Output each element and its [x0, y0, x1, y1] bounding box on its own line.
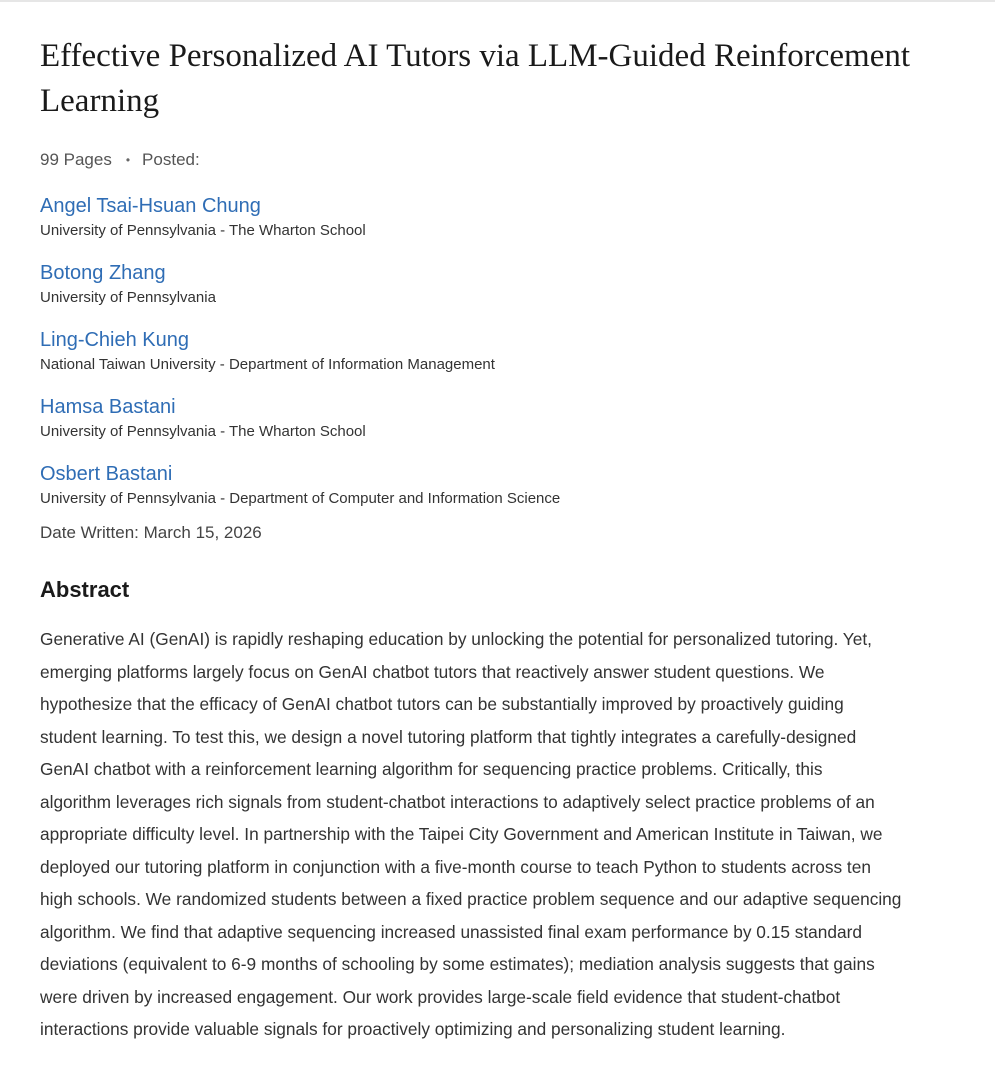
author-link[interactable]: Hamsa Bastani [40, 396, 176, 418]
author-affiliation: University of Pennsylvania [40, 289, 216, 306]
posted-label: Posted: [142, 150, 200, 169]
author-affiliation: University of Pennsylvania - The Wharton School [40, 222, 366, 239]
author-link[interactable]: Angel Tsai-Hsuan Chung [40, 195, 261, 217]
author-affiliation: University of Pennsylvania - Department of Computer and Information Science [40, 490, 561, 507]
paper-title: Effective Personalized AI Tutors via LLM-Guided Reinforcement Learning [40, 38, 911, 119]
meta-separator: • [125, 153, 131, 167]
author-entry [40, 393, 955, 443]
author-list [40, 192, 955, 510]
paper-page [40, 34, 955, 1046]
author-affiliation: University of Pennsylvania - The Wharton School [40, 423, 366, 440]
author-entry [40, 192, 955, 242]
paper-meta [40, 148, 955, 172]
author-entry [40, 259, 955, 309]
author-link[interactable]: Osbert Bastani [40, 463, 173, 485]
abstract-heading: Abstract [40, 577, 130, 602]
author-entry [40, 460, 955, 510]
date-written: Date Written: March 15, 2026 [40, 523, 262, 542]
author-link[interactable]: Botong Zhang [40, 262, 166, 284]
top-divider [0, 0, 995, 2]
page-count: 99 Pages [40, 150, 112, 169]
author-link[interactable]: Ling-Chieh Kung [40, 329, 189, 351]
abstract-text: Generative AI (GenAI) is rapidly reshaping education by unlocking the potential for personalized tutoring. Yet, emerging platforms largely focus on GenAI chatbot tutors that reactively answer student questions. We hypothesize that the efficacy of GenAI chatbot tutors can be substantially improved by proactively guiding student learning. To test this, we design a novel tutoring platform that tightly integrates a carefully-designed GenAI chatbot with a reinforcement learning algorithm for sequencing practice problems. Critically, this algorithm leverages rich signals from student-chatbot interactions to adaptively select practice problems of an appropriate difficulty level. In partnership with the Taipei City Government and American Institute in Taiwan, we deployed our tutoring platform in conjunction with a five-month course to teach Python to students across ten high schools. We randomized students between a fixed practice problem sequence and our adaptive sequencing algorithm. We find that adaptive sequencing increased unassisted final exam performance by 0.15 standard deviations (equivalent to 6-9 months of schooling by some estimates); mediation analysis suggests that gains were driven by increased engagement. Our work provides large-scale field evidence that student-chatbot interactions provide valuable signals for proactively optimizing and personalizing student learning. [40, 629, 902, 1040]
author-entry [40, 326, 955, 376]
author-affiliation: National Taiwan University - Department of Information Management [40, 356, 495, 373]
